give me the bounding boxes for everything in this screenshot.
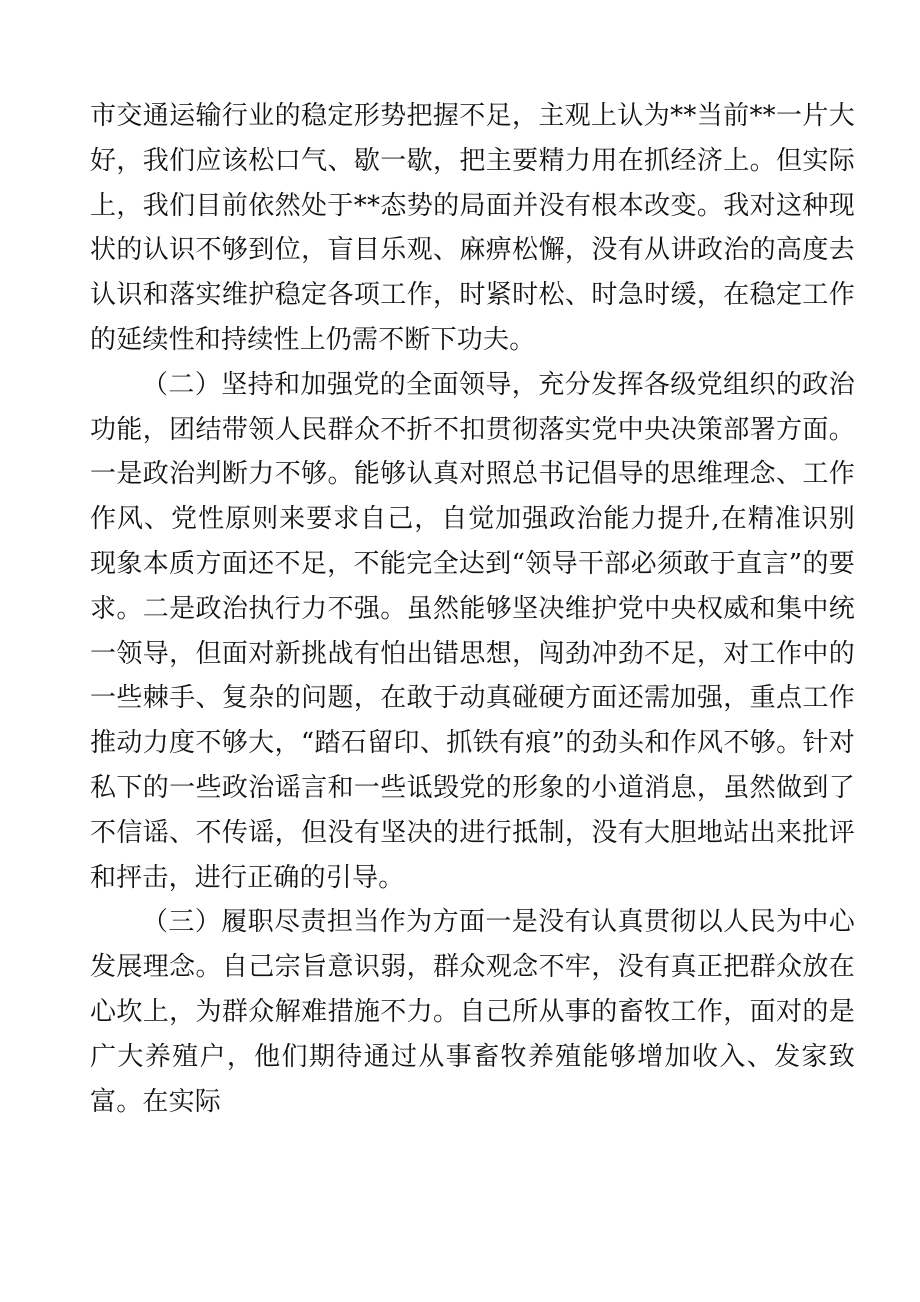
document-body xyxy=(90,94,855,1124)
paragraph-continuation: 市交通运输行业的稳定形势把握不足，主观上认为**当前**一片大好，我们应该松口气、歇一歇，把主要精力用在抓经济上。但实际上，我们目前依然处于**态势的局面并没有根本改变。我对这种现状的认识不够到位，盲目乐观、麻痹松懈，没有从讲政治的高度去认识和落实维护稳定各项工作，时紧时松、时急时缓，在稳定工作的延续性和持续性上仍需不断下功夫。 xyxy=(90,101,855,355)
paragraph-section-two: （二）坚持和加强党的全面领导，充分发挥各级党组织的政治功能，团结带领人民群众不折不扣贯彻落实党中央决策部署方面。一是政治判断力不够。能够认真对照总书记倡导的思维理念、工作作风、党性原则来要求自己，自觉加强政治能力提升,在精准识别现象本质方面还不足，不能完全达到“领导干部必须敢于直言”的要求。二是政治执行力不强。虽然能够坚决维护党中央权威和集中统一领导，但面对新挑战有怕出错思想，闯劲冲劲不足，对工作中的一些棘手、复杂的问题，在敢于动真碰硬方面还需加强，重点工作推动力度不够大，“踏石留印、抓铁有痕”的劲头和作风不够。针对私下的一些政治谣言和一些诋毁党的形象的小道消息，虽然做到了不信谣、不传谣，但没有坚决的进行抵制，没有大胆地站出来批评和抨击，进行正确的引导。 xyxy=(90,369,855,893)
paragraph-section-three: （三）履职尽责担当作为方面一是没有认真贯彻以人民为中心发展理念。自己宗旨意识弱，群众观念不牢，没有真正把群众放在心坎上，为群众解难措施不力。自己所从事的畜牧工作，面对的是广大养殖户，他们期待通过从事畜牧养殖能够增加收入、发家致富。在实际 xyxy=(90,907,855,1117)
